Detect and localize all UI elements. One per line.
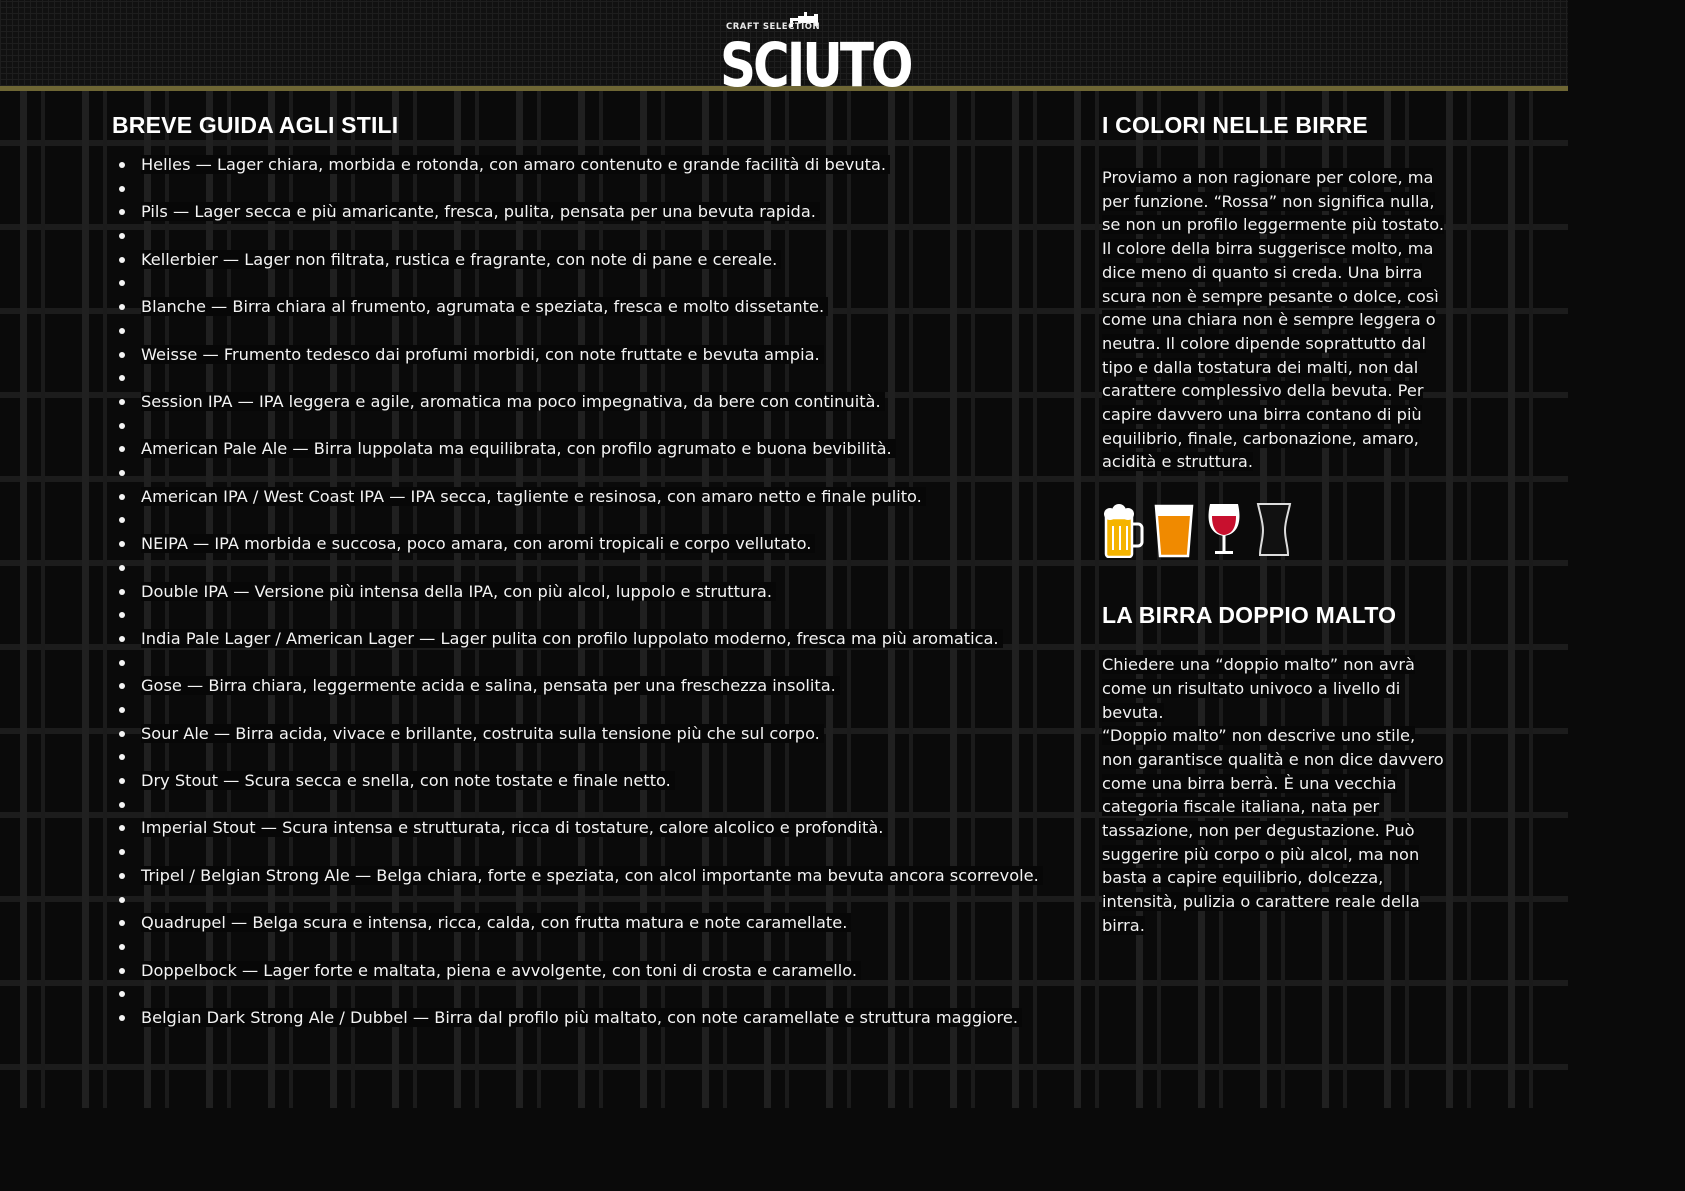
style-item-text: Kellerbier — Lager non filtrata, rustica e fragrante, con note di pane e cereale. bbox=[141, 250, 781, 269]
style-item bbox=[112, 722, 1072, 746]
empty-bullet bbox=[112, 793, 1072, 817]
style-item bbox=[112, 343, 1072, 367]
malto-paragraph-1: Chiedere una “doppio malto” non avrà come un risultato univoco a livello di bevuta. bbox=[1102, 655, 1415, 722]
style-item-text: American Pale Ale — Birra luppolata ma equilibrata, con profilo agrumato e buona bevibilità. bbox=[141, 439, 896, 458]
style-item bbox=[112, 1006, 1072, 1030]
style-item-text: Sour Ale — Birra acida, vivace e brillante, costruita sulla tensione più che sul corpo. bbox=[141, 724, 824, 743]
style-item bbox=[112, 153, 1072, 177]
style-item bbox=[112, 864, 1072, 888]
style-item-text: Imperial Stout — Scura intensa e strutturata, ricca di tostature, calore alcolico e profondità. bbox=[141, 818, 887, 837]
empty-bullet bbox=[112, 414, 1072, 438]
style-item bbox=[112, 816, 1072, 840]
colors-text bbox=[1102, 166, 1447, 474]
style-item-text: Helles — Lager chiara, morbida e rotonda, con amaro contenuto e grande facilità di bevuta. bbox=[141, 155, 890, 174]
empty-bullet bbox=[112, 177, 1072, 201]
empty-bullet bbox=[112, 888, 1072, 912]
empty-bullet bbox=[112, 982, 1072, 1006]
red-wine-glass-icon bbox=[1204, 502, 1244, 558]
empty-bullet bbox=[112, 745, 1072, 769]
colors-paragraph-2: Il colore della birra suggerisce molto, ma dice meno di quanto si creda. Una birra scura non è sempre pesante o dolce, così come una chiara non è sempre leggera o neutra. Il colore dipende soprattutto dal tipo e dalla tostatura dei malti, non dal carattere complessivo della bevuta. Per capire davvero una birra contano di più equilibrio, finale, carbonazione, amaro, acidità e struttura. bbox=[1102, 239, 1439, 472]
beer-glasses-row bbox=[1102, 498, 1447, 558]
empty-bullet bbox=[112, 271, 1072, 295]
style-item bbox=[112, 532, 1072, 556]
style-item bbox=[112, 200, 1072, 224]
style-item bbox=[112, 674, 1072, 698]
style-item bbox=[112, 911, 1072, 935]
style-item bbox=[112, 295, 1072, 319]
style-item-text: Gose — Birra chiara, leggermente acida e salina, pensata per una freschezza insolita. bbox=[141, 676, 840, 695]
style-item bbox=[112, 769, 1072, 793]
style-item-text: Tripel / Belgian Strong Ale — Belga chiara, forte e speziata, con alcol importante ma bevuta ancora scorrevole. bbox=[141, 866, 1043, 885]
styles-guide-section bbox=[112, 112, 1072, 1030]
style-item-text: India Pale Lager / American Lager — Lager pulita con profilo luppolato moderno, fresca ma più aromatica. bbox=[141, 629, 1003, 648]
style-item bbox=[112, 485, 1072, 509]
empty-bullet bbox=[112, 556, 1072, 580]
empty-bullet bbox=[112, 366, 1072, 390]
logo-wordmark: SCIUTO bbox=[720, 30, 911, 101]
style-item-text: Blanche — Birra chiara al frumento, agrumata e speziata, fresca e molto dissetante. bbox=[141, 297, 828, 316]
malto-paragraph-2: “Doppio malto” non descrive uno stile, non garantisce qualità e non dice davvero come una birra berrà. È una vecchia categoria fiscale italiana, nata per tassazione, non per degustazione. Può suggerire più corpo o più alcol, ma non basta a capire equilibrio, dolcezza, intensità, pulizia o carattere reale della birra. bbox=[1102, 726, 1444, 935]
colors-title: I COLORI NELLE BIRRE bbox=[1102, 112, 1368, 138]
brand-logo bbox=[712, 12, 911, 101]
empty-bullet bbox=[112, 508, 1072, 532]
style-item bbox=[112, 437, 1072, 461]
stout-glass-icon bbox=[1254, 502, 1294, 558]
style-item-text: Weisse — Frumento tedesco dai profumi morbidi, con note fruttate e bevuta ampia. bbox=[141, 345, 824, 364]
beer-mug-icon bbox=[1102, 504, 1144, 558]
sidebar-section bbox=[1102, 112, 1447, 938]
style-item-text: Quadrupel — Belga scura e intensa, ricca, calda, con frutta matura e note caramellate. bbox=[141, 913, 851, 932]
empty-bullet bbox=[112, 935, 1072, 959]
colors-paragraph-1: Proviamo a non ragionare per colore, ma per funzione. “Rossa” non significa nulla, se non un profilo leggermente più tostato. bbox=[1102, 168, 1445, 235]
style-item bbox=[112, 390, 1072, 414]
styles-list bbox=[112, 153, 1072, 1030]
style-item bbox=[112, 580, 1072, 604]
style-item-text: Pils — Lager secca e più amaricante, fresca, pulita, pensata per una bevuta rapida. bbox=[141, 202, 820, 221]
empty-bullet bbox=[112, 698, 1072, 722]
malto-title: LA BIRRA DOPPIO MALTO bbox=[1102, 602, 1397, 629]
empty-bullet bbox=[112, 840, 1072, 864]
empty-bullet bbox=[112, 603, 1072, 627]
empty-bullet bbox=[112, 461, 1072, 485]
empty-bullet bbox=[112, 319, 1072, 343]
empty-bullet bbox=[112, 224, 1072, 248]
style-item-text: Doppelbock — Lager forte e maltata, piena e avvolgente, con toni di crosta e caramello. bbox=[141, 961, 861, 980]
style-item-text: NEIPA — IPA morbida e succosa, poco amara, con aromi tropicali e corpo vellutato. bbox=[141, 534, 815, 553]
style-item-text: Dry Stout — Scura secca e snella, con note tostate e finale netto. bbox=[141, 771, 675, 790]
style-item bbox=[112, 959, 1072, 983]
style-item bbox=[112, 248, 1072, 272]
style-item-text: American IPA / West Coast IPA — IPA secca, tagliente e resinosa, con amaro netto e finale pulito. bbox=[141, 487, 926, 506]
style-item-text: Double IPA — Versione più intensa della IPA, con più alcol, luppolo e struttura. bbox=[141, 582, 776, 601]
style-item bbox=[112, 627, 1072, 651]
logo-tagline: CRAFT SELECTION bbox=[726, 22, 821, 32]
pint-glass-icon bbox=[1154, 504, 1194, 558]
styles-guide-title: BREVE GUIDA AGLI STILI bbox=[112, 112, 399, 138]
style-item-text: Belgian Dark Strong Ale / Dubbel — Birra dal profilo più maltato, con note caramellate e struttura maggiore. bbox=[141, 1008, 1022, 1027]
empty-bullet bbox=[112, 651, 1072, 675]
malto-text bbox=[1102, 653, 1447, 937]
style-item-text: Session IPA — IPA leggera e agile, aromatica ma poco impegnativa, da bere con continuità. bbox=[141, 392, 885, 411]
